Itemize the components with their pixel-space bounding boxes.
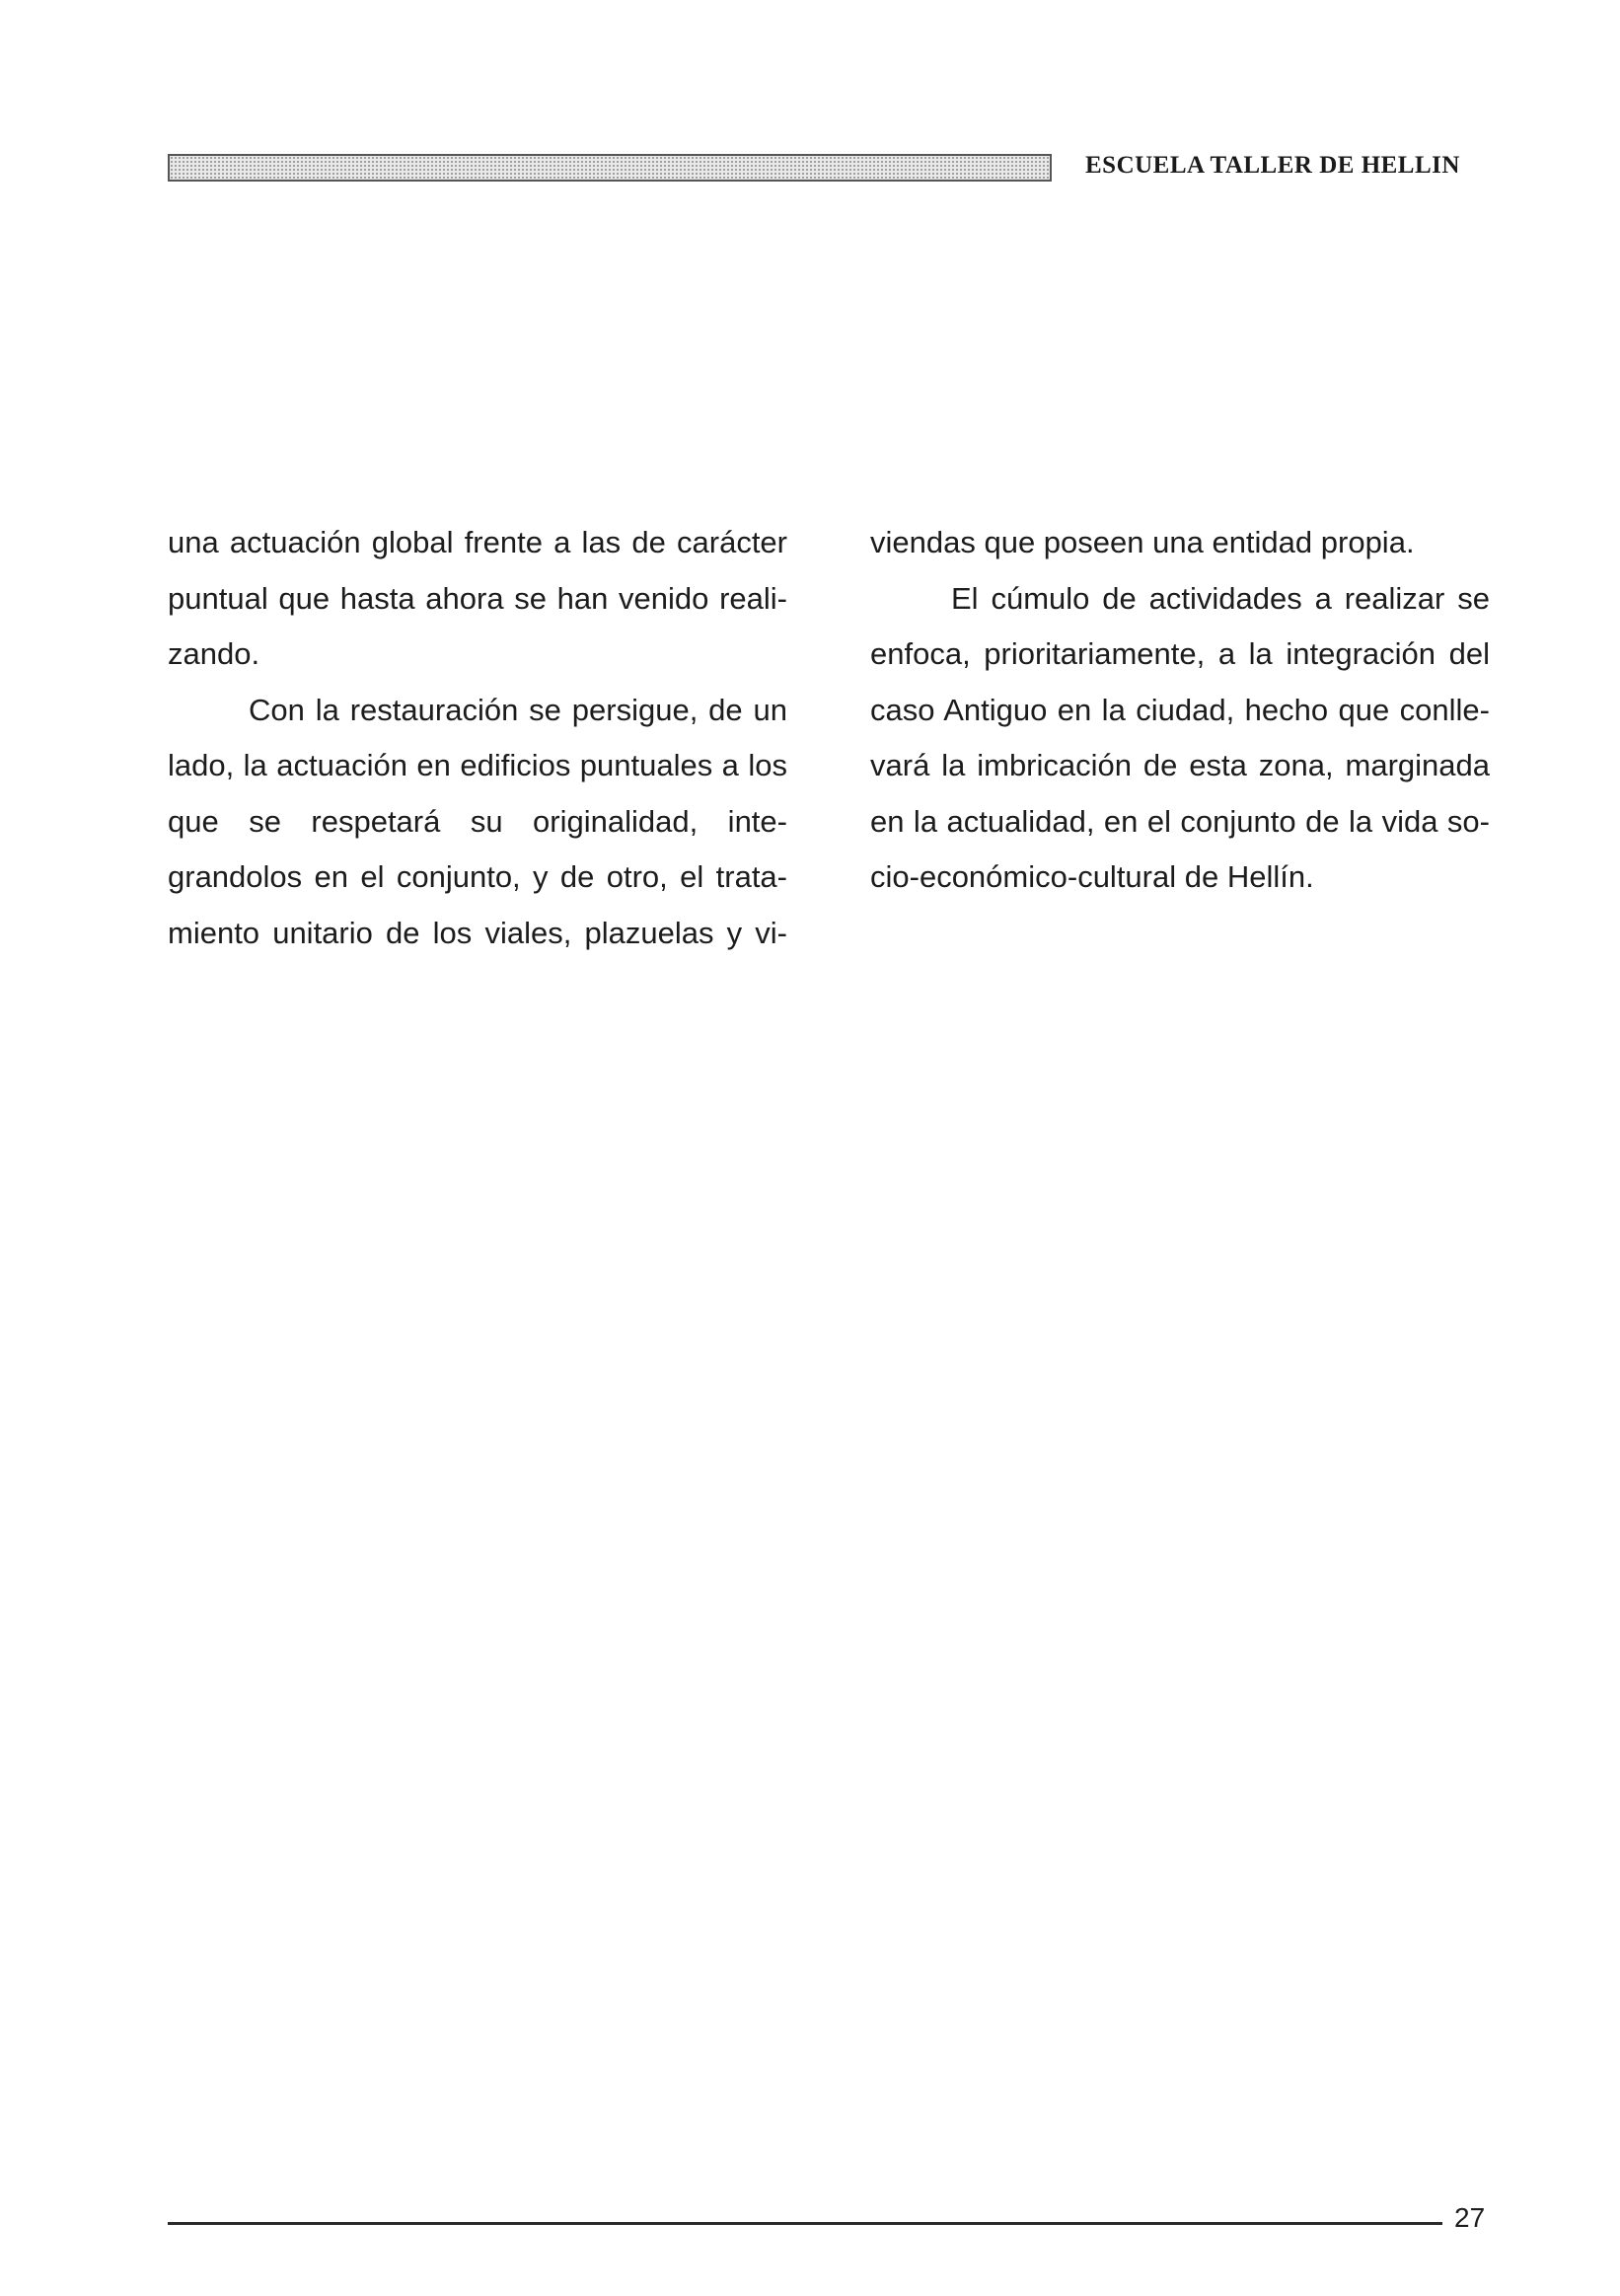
text-column-right: [870, 515, 1490, 906]
paragraph: El cúmulo de actividades a realizar se enfoca, prioritariamente, a la integración del caso Antiguo en la ciudad, hecho que conlle-vará la imbricación de esta zona, marginada en la actualidad, en el conjunto de la vida so-cio-económico-cultural de Hellín.: [870, 580, 1490, 894]
footer-rule: [168, 2222, 1442, 2225]
header-decorative-bar: [168, 154, 1052, 182]
paragraph: una actuación global frente a las de carácter puntual que hasta ahora se han venido reali-zando.: [168, 525, 787, 671]
running-header-title: ESCUELA TALLER DE HELLIN: [1085, 152, 1460, 179]
paragraph: Con la restauración se persigue, de un lado, la actuación en edificios puntuales a los que se respetará su originalidad, inte-grandolos en el conjunto, y de otro, el trata-miento unitario de los viales, plazuelas y vi-: [168, 692, 787, 950]
paragraph: viendas que poseen una entidad propia.: [870, 525, 1415, 559]
text-column-left: [168, 515, 787, 961]
page-number: 27: [1454, 2202, 1486, 2233]
